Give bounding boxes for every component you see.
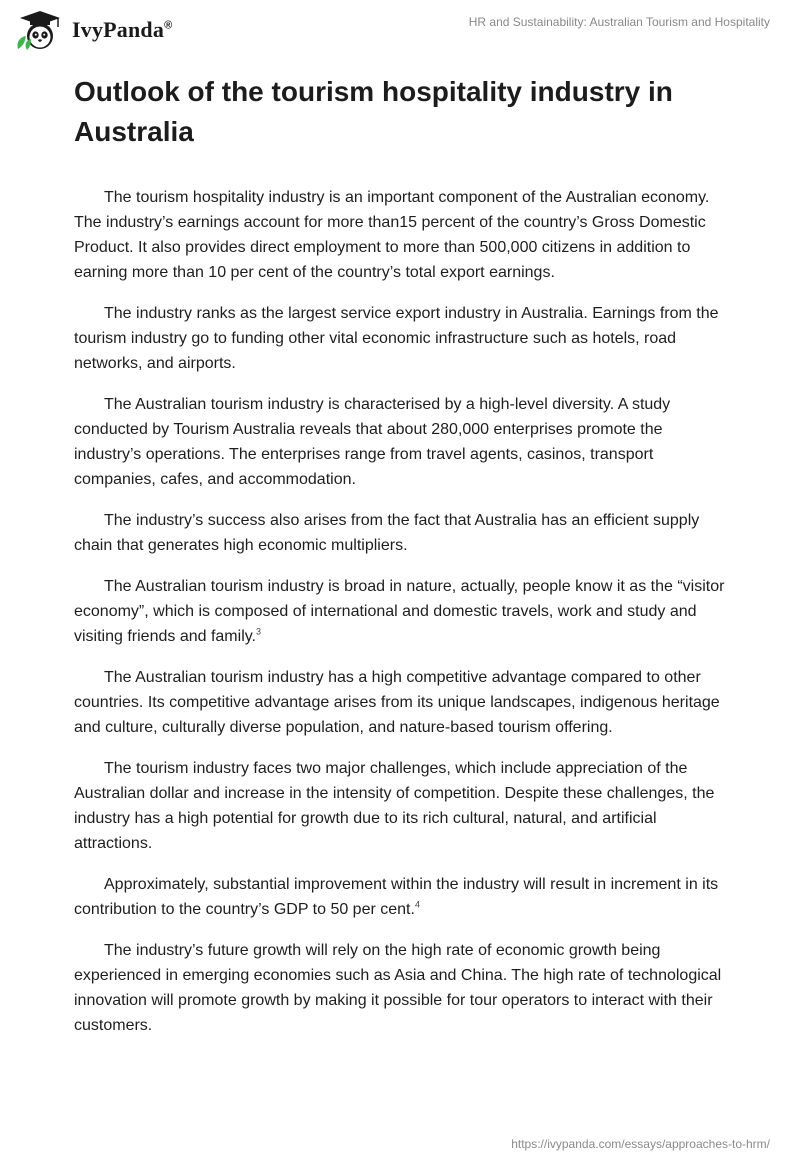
- footnote-ref-3[interactable]: 3: [256, 626, 262, 637]
- footnote-ref-4[interactable]: 4: [414, 899, 420, 910]
- paragraph-5: The Australian tourism industry is broad in nature, actually, people know it as the “visitor economy”, which is composed of international and domestic travels, work and study and visiting friends and family.$^3$: [74, 578, 725, 645]
- paragraph-7: The tourism industry faces two major challenges, which include appreciation of the Australian dollar and increase in the intensity of competition. Despite these challenges, the industry has a high potential for growth due to its rich cultural, natural, and artificial attractions.: [74, 760, 715, 852]
- paragraph-8: Approximately, substantial improvement within the industry will result in increment in its contribution to the country’s GDP to 50 per cent.$^4$: [74, 876, 719, 918]
- paragraph-9: The industry’s future growth will rely on the high rate of economic growth being experienced in emerging economies such as Asia and China. The high rate of technological innovation will promote growth by making it possible for tour operators to interact with their customers.: [74, 942, 722, 1034]
- brand-logo[interactable]: [14, 9, 172, 51]
- paragraph-3: The Australian tourism industry is characterised by a high-level diversity. A study conducted by Tourism Australia reveals that about 280,000 enterprises promote the industry’s operations. The enterprises range from travel agents, casinos, transport companies, cafes, and accommodation.: [74, 396, 671, 488]
- source-url-link[interactable]: https://ivypanda.com/essays/approaches-to-hrm/: [511, 1137, 770, 1151]
- page-header: [0, 0, 800, 60]
- article: [74, 72, 726, 1054]
- panda-graduate-icon: [14, 9, 66, 51]
- paragraph-1: The tourism hospitality industry is an important component of the Australian economy. The industry’s earnings account for more than15 percent of the country’s Gross Domestic Product. It also provides direct employment to more than 500,000 citizens in addition to earning more than 10 per cent of the country’s total export earnings.: [74, 189, 710, 281]
- paragraph-6: The Australian tourism industry has a high competitive advantage compared to other countries. Its competitive advantage arises from its unique landscapes, indigenous heritage and culture, culturally diverse population, and nature-based tourism offering.: [74, 669, 720, 736]
- brand-name: IvyPanda®: [72, 17, 173, 42]
- registered-mark: ®: [164, 19, 173, 32]
- paragraph-2: The industry ranks as the largest service export industry in Australia. Earnings from the tourism industry go to funding other vital economic infrastructure such as hotels, road networks, and airports.: [74, 305, 719, 372]
- paragraph-4: The industry’s success also arises from the fact that Australia has an efficient supply chain that generates high economic multipliers.: [74, 512, 700, 554]
- article-heading: Outlook of the tourism hospitality industry in Australia: [74, 76, 673, 147]
- document-title: HR and Sustainability: Australian Tourism and Hospitality: [468, 15, 770, 29]
